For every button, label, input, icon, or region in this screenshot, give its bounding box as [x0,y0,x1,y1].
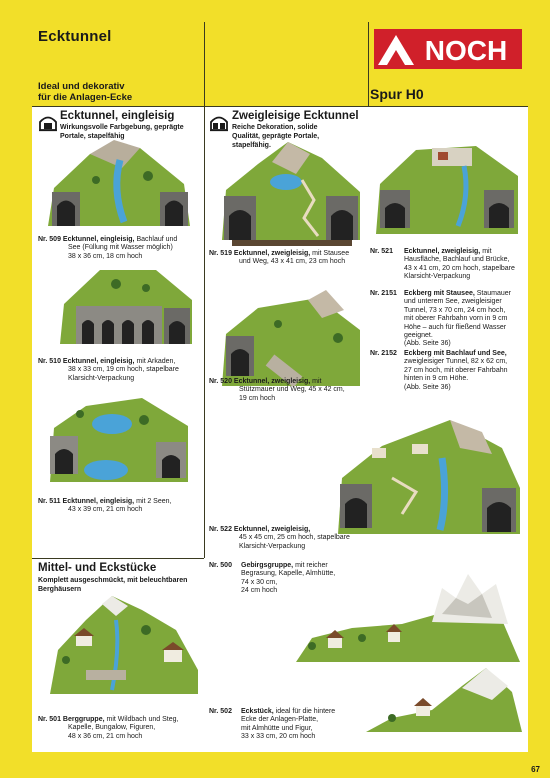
section-title-single: Ecktunnel, eingleisig [60,110,175,122]
item-510: Nr. 510 Ecktunnel, eingleisig, mit Arkaden, 38 x 33 cm, 19 cm hoch, stapelbare Klarsicht-Verpackung [38,358,179,382]
item-500-number: Nr. 500 [209,562,232,569]
item-2151-number: Nr. 2151 [370,290,397,297]
item-511: Nr. 511 Ecktunnel, eingleisig, mit 2 Seen, 43 x 39 cm, 21 cm hoch [38,498,172,514]
item-500: Gebirgsgruppe, mit reicher Begrasung, Kapelle, Almhütte, 74 x 30 cm, 24 cm hoch [241,562,336,595]
section-title-middle: Mittel- und Eckstücke [38,562,157,574]
train-tunnel-icon [209,112,229,132]
section-desc-middle-2: Berghäusern [38,586,82,593]
item-501: Nr. 501 Berggruppe, mit Wildbach und Steg, Kapelle, Bungalow, Figuren, 48 x 36 cm, 21 cm hoch [38,716,179,740]
section-desc-middle-1: Komplett ausgeschmückt, mit beleuchtbaren [38,577,188,584]
section-desc-single-1: Wirkungsvolle Farbgebung, geprägte [60,124,184,131]
section-desc-double-2: Qualität, geprägte Portale, [232,133,320,140]
section-desc-double-1: Reiche Dekoration, solide [232,124,318,131]
item-2152-number: Nr. 2152 [370,350,397,357]
product-image-519 [218,140,364,252]
brand-text: NOCH [424,35,508,66]
item-520: Nr. 520 Ecktunnel, zweigleisig, mit Stützmauer und Weg, 45 x 42 cm, 19 cm hoch [209,378,345,402]
product-image-511 [46,392,192,490]
section-desc-single-2: Portale, stapelfähig [60,133,125,140]
product-image-501 [46,590,202,702]
item-521-number: Nr. 521 [370,248,393,255]
section-divider [32,558,204,559]
header-divider [32,106,528,107]
product-image-522 [332,418,524,542]
item-522: Nr. 522 Ecktunnel, zweigleisig, 45 x 45 cm, 25 cm hoch, stapelbare Klarsicht-Verpackung [209,526,350,550]
item-2151: Eckberg mit Stausee, Staumauer und unterem See, zweigleisiger Tunnel, 73 x 70 cm, 24 cm hoch, mit oberer Fahrbahn vorn in 9 cm Höhe – auch für fließend Wasser geeignet. (Abb. Seite 36) [404,290,512,348]
item-509: Nr. 509 Ecktunnel, eingleisig, Bachlauf und See (Füllung mit Wasser möglich) 38 x 36 cm, 18 cm hoch [38,236,178,260]
page-subtitle-1: Ideal und dekorativ [38,81,125,92]
section-desc-double-3: stapelfähig. [232,142,271,149]
item-2152: Eckberg mit Bachlauf und See, zweigleisiger Tunnel, 82 x 62 cm, 27 cm hoch, mit oberer Fahrbahn hinten in 9 cm Höhe. (Abb. Seite 36) [404,350,508,391]
column-divider [204,22,205,558]
page-number: 67 [531,765,540,774]
section-title-double: Zweigleisige Ecktunnel [232,110,359,122]
product-image-510 [56,260,196,350]
catalog-page [32,22,528,752]
item-502-number: Nr. 502 [209,708,232,715]
product-image-509 [44,140,194,232]
item-502: Eckstück, ideal für die hintere Ecke der Anlagen-Platte, mit Almhütte und Figur, 33 x 33 cm, 20 cm hoch [241,708,336,741]
page-subtitle-2: für die Anlagen-Ecke [38,92,133,103]
scale-label: Spur H0 [370,86,424,102]
noch-logo [374,29,522,69]
product-image-502 [362,662,526,738]
product-image-521 [372,140,522,242]
train-tunnel-icon [38,112,58,132]
item-519: Nr. 519 Ecktunnel, zweigleisig, mit Stausee und Weg, 43 x 41 cm, 23 cm hoch [209,250,350,266]
page-title: Ecktunnel [38,28,112,45]
column-divider [368,22,369,106]
item-521: Ecktunnel, zweigleisig, mit Hausfläche, Bachlauf und Brücke, 43 x 41 cm, 20 cm hoch, stapelbare Klarsicht-Verpackung [404,248,515,281]
